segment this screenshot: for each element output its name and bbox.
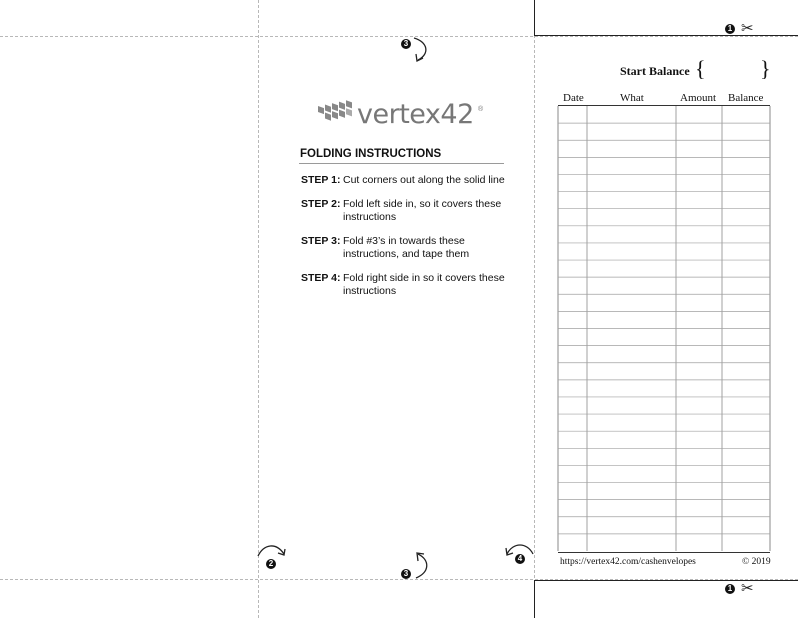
ledger-table [558, 105, 770, 553]
ledger-grid [558, 106, 770, 551]
left-fold-line [258, 0, 259, 618]
top-cut-line-vertical [534, 0, 535, 36]
step-text: Fold #3’s in towards these instructions, and tape them [343, 235, 470, 260]
footer-copyright: © 2019 [742, 557, 771, 567]
step-label: STEP 4: [301, 272, 341, 284]
column-header-date: Date [563, 92, 584, 104]
curved-arrow-icon [410, 36, 440, 66]
column-header-balance: Balance [728, 92, 764, 104]
brand-name: vertex42 [357, 99, 474, 130]
brace-open: { [695, 56, 706, 81]
right-fold-line [534, 0, 535, 618]
scissors-icon: ✂ [741, 579, 754, 597]
bottom-cut-line-horizontal [534, 580, 798, 581]
step-label: STEP 3: [301, 235, 341, 247]
fold-tab-number-top: 3 [401, 39, 411, 49]
top-cut-line-horizontal [534, 35, 798, 36]
start-balance-label: Start Balance [620, 64, 690, 78]
cut-number-bottom: 1 [725, 584, 735, 594]
vertex42-logo-icon [318, 98, 358, 132]
column-header-what: What [620, 92, 644, 104]
column-header-amount: Amount [680, 92, 717, 104]
step-text: Fold left side in, so it covers these instructions [343, 198, 502, 223]
brace-close: } [760, 56, 771, 81]
curved-arrow-icon [503, 540, 537, 566]
top-fold-line [0, 36, 798, 37]
fold-left-number: 2 [266, 559, 276, 569]
curved-arrow-icon [410, 548, 440, 582]
step-text: Cut corners out along the solid line [343, 174, 505, 186]
step-label: STEP 2: [301, 198, 341, 210]
registered-mark: ® [478, 106, 484, 113]
scissors-icon: ✂ [741, 19, 754, 37]
fold-right-number: 4 [515, 554, 525, 564]
cut-number-top: 1 [725, 24, 735, 34]
footer-url[interactable]: https://vertex42.com/cashenvelopes [560, 557, 696, 567]
curved-arrow-icon [256, 540, 290, 566]
instructions-heading: FOLDING INSTRUCTIONS [300, 148, 442, 160]
bottom-cut-line-vertical [534, 580, 535, 618]
step-label: STEP 1: [301, 174, 341, 186]
heading-divider [299, 163, 504, 164]
fold-tab-number-bottom: 3 [401, 569, 411, 579]
step-text: Fold right side in so it covers these instructions [343, 272, 505, 297]
